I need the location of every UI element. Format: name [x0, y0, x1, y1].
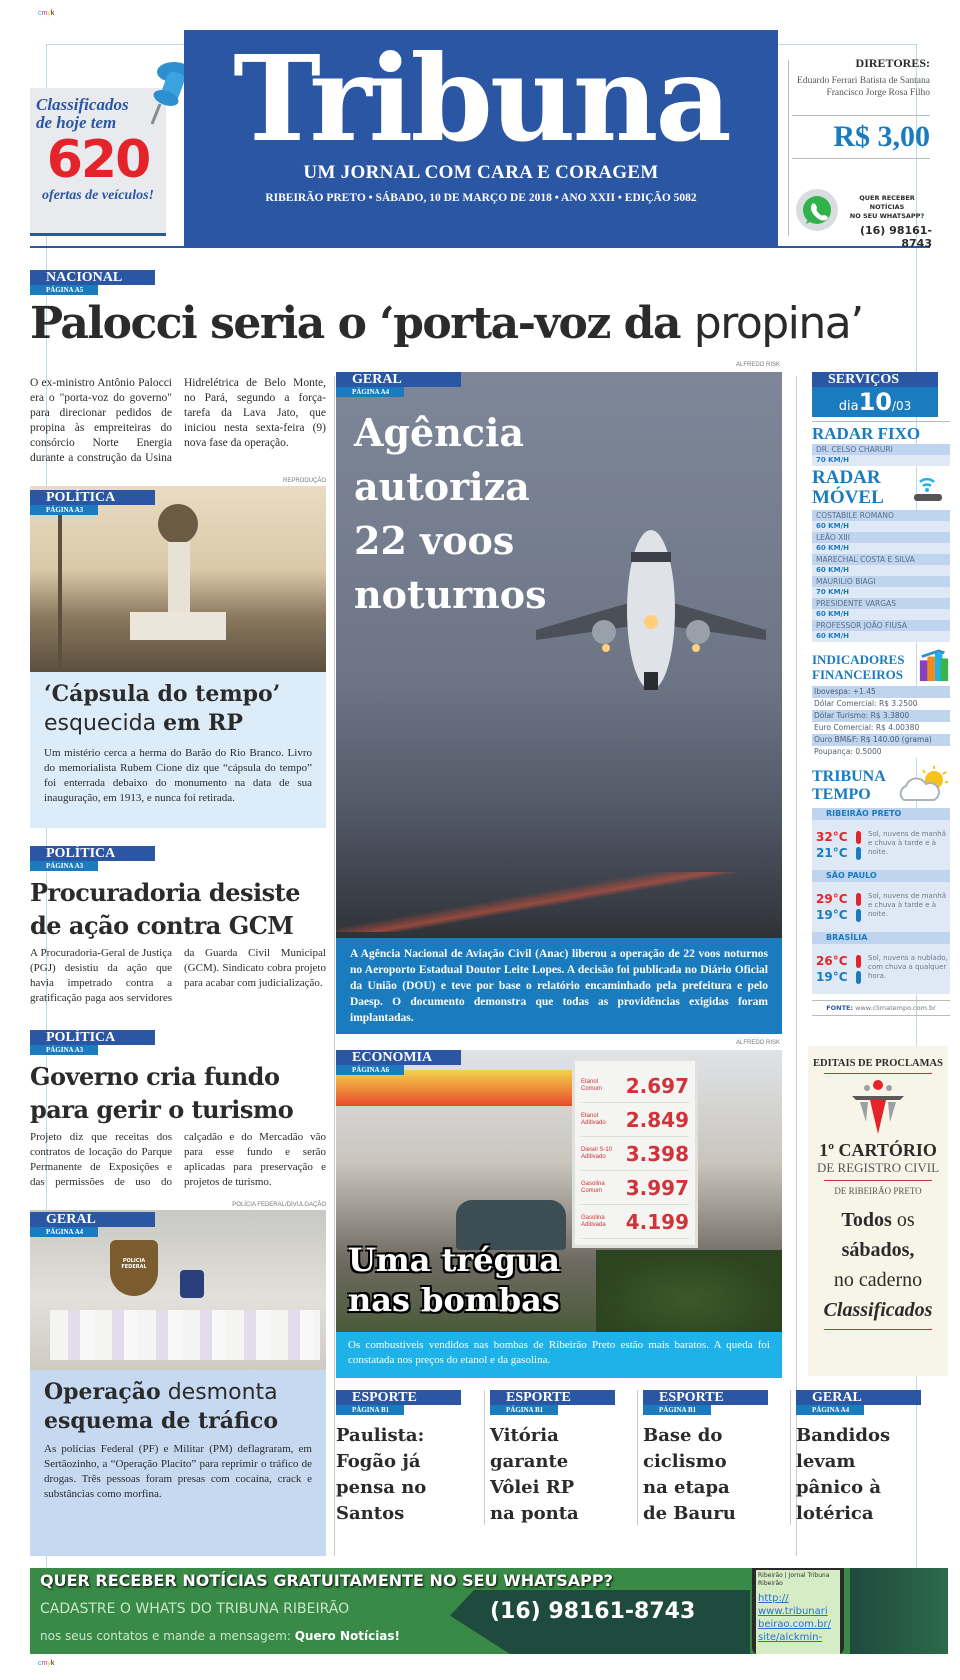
voos-body: A Agência Nacional de Aviação Civil (Anac) liberou a operação de 22 voos noturnos no Aeroporto Estadual Doutor Leite Lopes. A decisão foi publicada no Diário Oficial da União (DOU) e teve por base o relatório encaminhado pela prefeitura e pelo Daesp. O documento demonstra que todas as providências exigidas foram implantadas.	[350, 948, 768, 1024]
section-tag-politica[interactable]	[30, 490, 155, 515]
photo-credit: REPRODUÇÃO	[282, 478, 326, 484]
divider	[824, 1180, 932, 1181]
section-label: GERAL	[796, 1390, 921, 1405]
section-label: ESPORTE	[336, 1390, 461, 1405]
weather-forecast	[812, 820, 950, 870]
radar-speed: 60 KM/H	[812, 565, 950, 576]
cartorio-line1: 1º CARTÓRIO	[819, 1140, 937, 1160]
divider	[812, 421, 950, 422]
section-tag	[796, 1390, 946, 1415]
weather-city: RIBEIRÃO PRETO	[812, 808, 950, 820]
link-line: www.tribunari	[758, 1606, 828, 1617]
fuel-price: 3.997	[625, 1175, 689, 1200]
gcm-body: A Procuradoria-Geral de Justiça (PGJ) desistiu da ação que havia impetrado contra a gratificação paga aos servidores da Guarda Civil Municipal (GCM). Sindicato cobra projeto para acabar com judicialização.	[30, 947, 326, 1004]
headline-line: na etapa	[643, 1477, 730, 1498]
price-row	[581, 1137, 689, 1171]
headline-line: Santos	[336, 1503, 405, 1524]
thermometer-cold-icon	[856, 971, 861, 984]
source-url: www.climatempo.com.br	[855, 1004, 936, 1012]
banner-line3	[40, 1628, 400, 1644]
headline-line: lotérica	[796, 1503, 874, 1524]
page-label: PÁGINA A3	[30, 505, 98, 515]
pole	[58, 506, 62, 672]
turismo-headline[interactable]	[30, 1060, 330, 1126]
radar-speed: 60 KM/H	[812, 543, 950, 554]
voos-caption-box	[336, 938, 782, 1034]
msg-bold: Todos	[841, 1209, 892, 1231]
classifieds-line1: Classificados	[36, 95, 129, 114]
section-label: POLÍTICA	[30, 490, 155, 505]
headline-line: para gerir o turismo	[30, 1095, 294, 1124]
phone-screen-title: Ribeirão | Jornal Tribuna Ribeirão	[758, 1572, 830, 1587]
headline-line: na ponta	[490, 1503, 579, 1524]
radar-street: MAURILIO BIAGI	[812, 576, 950, 587]
page-label: PÁGINA A4	[796, 1405, 864, 1415]
section-label: GERAL	[336, 372, 461, 387]
date-day: 10	[858, 388, 892, 416]
whatsapp-question-line1: QUER RECEBER NOTÍCIAS	[859, 194, 915, 211]
weather-desc: Sol, nuvens a nublado, com chuva a qualquer hora.	[868, 954, 948, 980]
headline-line: Uma trégua	[348, 1241, 561, 1279]
price-row	[581, 1205, 689, 1239]
radar-speed: 70 KM/H	[812, 455, 950, 466]
temp-min: 19°C	[816, 970, 848, 984]
cmyk-mark-top: cmyk	[38, 10, 55, 17]
operacao-headline-bold: Operação	[44, 1379, 161, 1405]
director-name: Francisco Jorge Rosa Filho	[826, 88, 930, 98]
headline-line: garante	[490, 1451, 569, 1472]
column-divider	[796, 376, 797, 1556]
weather-forecast	[812, 882, 950, 932]
page-label: PÁGINA A3	[30, 861, 98, 871]
proclamas-message	[808, 1205, 948, 1325]
headline-line: pânico à	[796, 1477, 882, 1498]
headline-line: Paulista:	[336, 1425, 425, 1446]
police-badge-text: POLICIA FEDERAL	[121, 1258, 147, 1270]
headline-line: levam	[796, 1451, 856, 1472]
brief-item[interactable]	[490, 1390, 640, 1530]
chart-bars-icon	[918, 648, 950, 684]
column-divider	[484, 1390, 485, 1525]
radar-street: PRESIDENTE VARGAS	[812, 598, 950, 609]
radar-street: COSTABILE ROMANO	[812, 510, 950, 521]
whatsapp-question-line2: NO SEU WHATSAPP?	[849, 212, 925, 220]
fuel-price: 3.398	[625, 1141, 689, 1166]
section-label: ESPORTE	[643, 1390, 768, 1405]
headline-line: Base do	[643, 1425, 723, 1446]
whatsapp-icon	[794, 188, 840, 232]
headline-line: Governo cria fundo	[30, 1062, 280, 1091]
divider	[824, 1073, 932, 1074]
section-tag	[336, 1390, 486, 1415]
cmyk-mark-bottom: cmyk	[38, 1660, 55, 1667]
price-row	[581, 1171, 689, 1205]
thermometer-hot-icon	[856, 955, 861, 968]
whatsapp-header-cta[interactable]	[842, 194, 932, 250]
headline-line: nas bombas	[348, 1281, 560, 1319]
divider	[792, 115, 930, 116]
source-label: FONTE:	[826, 1004, 854, 1012]
page-label: PÁGINA A5	[30, 285, 98, 295]
weather-forecast	[812, 944, 950, 994]
section-tag-politica[interactable]	[30, 846, 155, 871]
price-row	[581, 1103, 689, 1137]
column-divider	[790, 1390, 791, 1525]
section-tag-geral[interactable]	[30, 1212, 155, 1237]
radar-speed: 60 KM/H	[812, 609, 950, 620]
thermometer-hot-icon	[856, 831, 861, 844]
radar-speed: 60 KM/H	[812, 631, 950, 642]
bombas-body: Os combustíveis vendidos nas bombas de Ribeirão Preto estão mais baratos. A queda foi constatada nos preços do etanol e da gasolina.	[348, 1339, 770, 1366]
section-label: POLÍTICA	[30, 1030, 155, 1045]
operacao-headline-bold2: esquema de tráfico	[44, 1408, 279, 1434]
headline-line: Procuradoria desiste	[30, 878, 300, 907]
headline-line: 22 voos	[354, 518, 515, 563]
gas-station-canopy	[336, 1070, 576, 1106]
title-line: MÓVEL	[812, 487, 884, 508]
fuel-price-board	[572, 1058, 698, 1248]
turismo-body: Projeto diz que receitas dos contratos de locação do Parque Permanente de Exposições e das permissões de uso do calçadão e do Mercadão vão para esse fundo e serão aplicadas para preservação e projetos de turismo.	[30, 1131, 326, 1188]
section-label: ESPORTE	[490, 1390, 615, 1405]
section-tag-economia[interactable]	[336, 1050, 461, 1075]
banner-right-panel	[850, 1568, 948, 1654]
radar-movel-list	[812, 510, 950, 642]
date-month: /03	[891, 399, 912, 413]
slogan: UM JORNAL COM CARA E CORAGEM	[303, 162, 659, 183]
temp-max: 26°C	[816, 954, 848, 968]
proclamas-ad[interactable]	[808, 1046, 948, 1376]
headline-line: de ação contra GCM	[30, 911, 294, 940]
headline-line: Vitória	[490, 1425, 559, 1446]
weather-desc: Sol, nuvens de manhã e chuva à tarde e à noite.	[868, 892, 946, 918]
banner-phone: (16) 98161-8743	[490, 1599, 696, 1624]
fuel-price: 2.697	[625, 1073, 689, 1098]
lead-headline-light: propina’	[693, 298, 863, 349]
voos-headline[interactable]	[354, 406, 547, 622]
cartorio-line3: DE RIBEIRÃO PRETO	[834, 1186, 922, 1196]
plants	[596, 1250, 782, 1332]
headline-line: Bandidos	[796, 1425, 891, 1446]
photo-credit: ALFREDO RISK	[735, 1040, 780, 1046]
brief-headline	[336, 1423, 486, 1527]
section-tag	[643, 1390, 793, 1415]
runway-lights	[336, 872, 782, 932]
title-line: TRIBUNA	[812, 768, 886, 785]
masthead	[184, 30, 778, 248]
divider	[824, 1329, 932, 1330]
link-line: beirao.com.br/	[758, 1619, 832, 1630]
indicator-item: Dólar Turismo: R$ 3.3800	[812, 710, 950, 722]
operacao-headline-light: desmonta	[167, 1380, 278, 1405]
indicator-item: Poupança: 0.5000	[812, 746, 950, 758]
classifieds-line3: ofertas de veículos!	[42, 188, 154, 203]
bombas-caption-box	[336, 1332, 782, 1378]
weather-city: SÃO PAULO	[812, 870, 950, 882]
fuel-price: 4.199	[625, 1209, 689, 1234]
operacao-story[interactable]	[30, 1370, 326, 1556]
patch-shape	[180, 1270, 204, 1298]
section-tag-politica[interactable]	[30, 1030, 155, 1055]
whatsapp-banner[interactable]	[30, 1568, 948, 1654]
headline-line: pensa no	[336, 1477, 427, 1498]
seized-drugs	[50, 1310, 320, 1360]
radar-street: DR. CELSO CHARURI	[812, 444, 950, 455]
thermometer-hot-icon	[856, 893, 861, 906]
pedestal-base	[130, 612, 226, 640]
phone-mockup	[752, 1568, 844, 1654]
photo-credit: POLÍCIA FEDERAL/DIVULGAÇÃO	[232, 1202, 326, 1208]
link-line: site/alckmin-	[758, 1632, 823, 1643]
gcm-headline[interactable]	[30, 876, 330, 942]
page-label: PÁGINA B1	[490, 1405, 558, 1415]
radar-speed: 60 KM/H	[812, 521, 950, 532]
radar-fixo-title: RADAR FIXO	[812, 424, 921, 443]
price-board-rows	[581, 1069, 689, 1239]
capsula-body: Um mistério cerca a herma do Barão do Rio Branco. Livro do memorialista Rubem Cione diz que “cápsula do tempo” foi enterrada debaixo do monumento na data de sua inauguração, em 1913, e nunca foi retirada.	[44, 747, 312, 804]
page-label: PÁGINA B1	[643, 1405, 711, 1415]
tempo-list	[812, 808, 950, 994]
page-label: PÁGINA B1	[336, 1405, 404, 1415]
header-divider	[788, 60, 789, 236]
section-label: POLÍTICA	[30, 846, 155, 861]
fuel-name: Diesel S-10 Aditivado	[581, 1146, 613, 1160]
fuel-name: Etanol Comum	[581, 1078, 603, 1092]
indicadores-list	[812, 686, 950, 758]
proclamas-title: EDITAIS DE PROCLAMAS	[813, 1058, 943, 1069]
divider	[812, 1015, 950, 1016]
capsula-story[interactable]	[30, 672, 326, 828]
temp-max: 29°C	[816, 892, 848, 906]
director-name: Eduardo Ferrari Batista de Santana	[797, 76, 930, 86]
indicator-item: Ouro BM&F: R$ 140.00 (grama)	[812, 734, 950, 746]
radar-street: PROFESSOR JOÃO FIUSA	[812, 620, 950, 631]
indicator-item: Ibovespa: +1.45	[812, 686, 950, 698]
lead-headline-bold: Palocci seria o ‘porta-voz da	[30, 298, 680, 349]
section-tag	[490, 1390, 640, 1415]
section-tag-geral[interactable]	[336, 372, 461, 397]
section-label: ECONOMIA	[336, 1050, 461, 1065]
headline-line: noturnos	[354, 572, 547, 617]
radar-street: LEÃO XIII	[812, 532, 950, 543]
capsula-headline-bold: em RP	[163, 710, 243, 736]
radar-street: MARECHAL COSTA E SILVA	[812, 554, 950, 565]
msg-italic: Classificados	[823, 1299, 933, 1321]
divider	[792, 158, 930, 159]
capsula-headline-light: esquecida	[44, 711, 157, 736]
banner-line3-text: nos seus contatos e mande a mensagem:	[40, 1629, 291, 1643]
banner-line2: CADASTRE O WHATS DO TRIBUNA RIBEIRÃO	[40, 1601, 350, 1617]
msg-bold: sábados,	[841, 1239, 915, 1261]
temp-min: 19°C	[816, 908, 848, 922]
weather-desc: Sol, nuvens de manhã e chuva à tarde e à noite.	[868, 830, 946, 856]
headline-line: autoriza	[354, 464, 530, 509]
classifieds-count: 620	[46, 130, 150, 190]
services-date	[812, 387, 938, 417]
services-sidebar	[812, 372, 950, 1016]
directors-title: DIRETORES:	[855, 56, 930, 70]
thermometer-cold-icon	[856, 847, 861, 860]
banner-line1: QUER RECEBER NOTÍCIAS GRATUITAMENTE NO SEU WHATSAPP?	[40, 1571, 613, 1590]
cartorio-logo-icon	[848, 1078, 908, 1136]
tempo-source[interactable]	[812, 1001, 950, 1015]
directors-box	[792, 56, 930, 159]
lead-body: O ex-ministro Antônio Palocci era o "porta-voz do governo" para direcionar pedidos de propina às empreiteiras do consórcio Norte Energia durante a construção da Usina Hidrelétrica de Belo Monte, no Pará, segundo a força-tarefa da Lava Jato, que iniciou nesta sexta-feira (9) nova fase da operação.	[30, 377, 326, 464]
section-label: GERAL	[30, 1212, 155, 1227]
wifi-router-icon	[910, 472, 944, 504]
brief-headline	[490, 1423, 640, 1527]
date-prefix: dia	[838, 399, 859, 414]
column-divider	[334, 376, 335, 1556]
page-label: PÁGINA A6	[336, 1065, 404, 1075]
dateline: RIBEIRÃO PRETO • SÁBADO, 10 DE MARÇO DE 2018 • ANO XXII • EDIÇÃO 5082	[265, 192, 697, 204]
sun-cloud-icon	[896, 766, 950, 806]
lead-headline[interactable]	[30, 298, 863, 349]
section-tag-nacional[interactable]	[30, 270, 155, 295]
radar-speed: 70 KM/H	[812, 587, 950, 598]
title-line: FINANCEIROS	[812, 667, 904, 682]
fuel-name: Gasolina Aditivada	[581, 1214, 606, 1228]
msg-text: no caderno	[833, 1269, 923, 1291]
brief-headline	[796, 1423, 946, 1527]
pedestal-shape	[168, 542, 190, 612]
weather-city: BRASÍLIA	[812, 932, 950, 944]
title-line: TEMPO	[812, 786, 871, 803]
classifieds-line2: de hoje tem	[36, 113, 117, 132]
title-line: INDICADORES	[812, 652, 905, 667]
photo-credit: ALFREDO RISK	[735, 362, 780, 368]
bust-shape	[158, 504, 198, 544]
title-line: RADAR	[812, 467, 881, 488]
cartorio-line2: DE REGISTRO CIVIL	[816, 1160, 940, 1175]
page-label: PÁGINA A3	[30, 1045, 98, 1055]
brief-item[interactable]	[336, 1390, 486, 1530]
msg-text: os	[896, 1209, 915, 1231]
section-label: NACIONAL	[30, 270, 155, 285]
temp-min: 21°C	[816, 846, 848, 860]
brief-item[interactable]	[643, 1390, 793, 1530]
services-title: SERVIÇOS	[812, 372, 938, 387]
operacao-body: As polícias Federal (PF) e Militar (PM) deflagraram, em Sertãozinho, a “Operação Placito” para reprimir o tráfico de drogas. Três pessoas foram presas com cocaína, crack e substâncias como morfina.	[44, 1443, 312, 1500]
link-line: http://	[758, 1593, 789, 1604]
headline-line: Fogão já	[336, 1451, 421, 1472]
fuel-name: Gasolina Comum	[581, 1180, 605, 1194]
thermometer-cold-icon	[856, 909, 861, 922]
whatsapp-phone: (16) 98161-8743	[859, 224, 932, 250]
newspaper-logo[interactable]: Tribuna	[233, 29, 729, 168]
bombas-headline[interactable]	[348, 1240, 560, 1320]
brief-headline	[643, 1423, 793, 1527]
indicator-item: Dólar Comercial: R$ 3.2500	[812, 698, 950, 710]
headline-line: ciclismo	[643, 1451, 727, 1472]
brief-item[interactable]	[796, 1390, 946, 1530]
capsula-headline-line1: ‘Cápsula do tempo’	[44, 681, 281, 707]
column-divider	[637, 1390, 638, 1525]
cover-price: R$ 3,00	[833, 120, 930, 153]
headline-line: Vôlei RP	[490, 1477, 575, 1498]
headline-line: de Bauru	[643, 1503, 736, 1524]
banner-line3-bold: Quero Notícias!	[294, 1629, 401, 1643]
price-row	[581, 1069, 689, 1103]
airplane-illustration	[536, 522, 766, 752]
temp-max: 32°C	[816, 830, 848, 844]
page-label: PÁGINA A4	[30, 1227, 98, 1237]
phone-screen-link[interactable]	[758, 1592, 838, 1644]
headline-line: Agência	[354, 410, 525, 455]
page-label: PÁGINA A4	[336, 387, 404, 397]
indicator-item: Euro Comercial: R$ 4.00380	[812, 722, 950, 734]
fuel-price: 2.849	[625, 1107, 689, 1132]
fuel-name: Etanol Aditivado	[581, 1112, 606, 1126]
